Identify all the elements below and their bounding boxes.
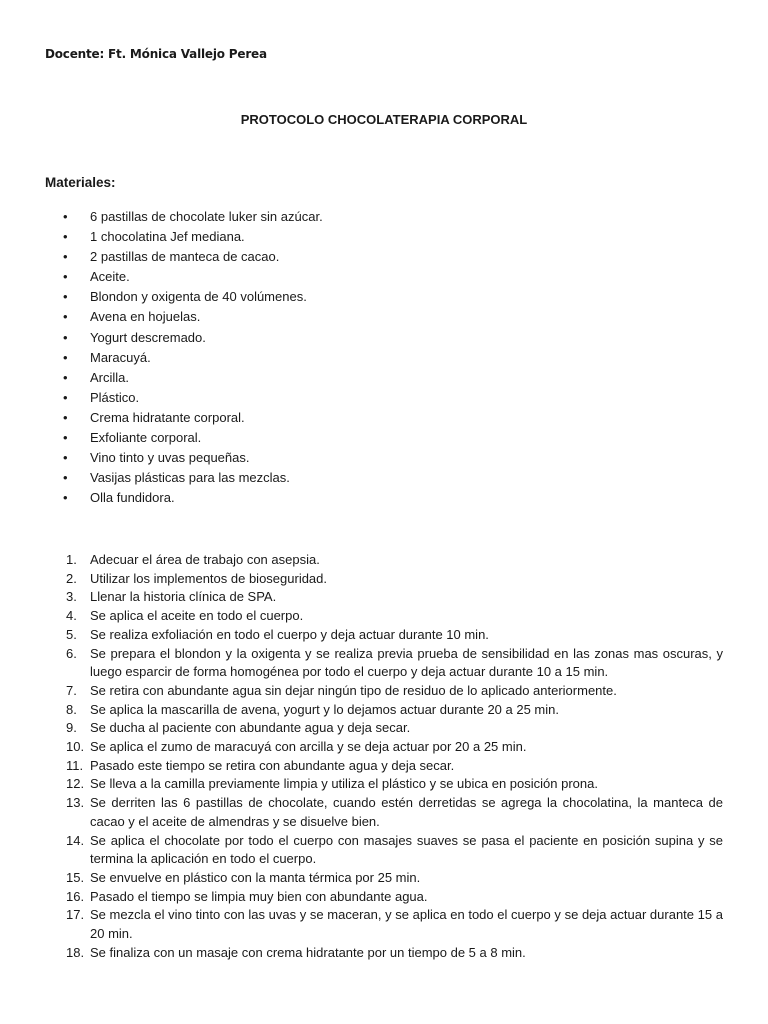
procedure-step <box>0 775 768 794</box>
materiales-item-text: Exfoliante corporal. <box>90 430 202 446</box>
step-number: 7. <box>66 682 77 698</box>
bullet-icon: • <box>63 450 68 466</box>
materiales-item-text: Aceite. <box>90 269 130 285</box>
step-number: 1. <box>66 552 77 567</box>
docente-line: Docente: Ft. Mónica Vallejo Perea <box>45 47 267 61</box>
materiales-item-text: Yogurt descremado. <box>90 329 206 345</box>
materiales-item-text: Avena en hojuelas. <box>90 309 201 325</box>
procedure-step <box>0 944 768 963</box>
step-text: Se retira con abundante agua sin dejar ningún tipo de residuo de lo aplicado anteriormente. <box>90 682 617 698</box>
materiales-item <box>0 287 323 307</box>
procedure-step <box>0 551 768 570</box>
procedure-step <box>0 906 768 943</box>
bullet-icon: • <box>63 389 68 405</box>
materiales-item <box>0 468 323 488</box>
materiales-item <box>0 348 323 368</box>
bullet-icon: • <box>63 229 68 245</box>
materiales-item-text: Olla fundidora. <box>90 490 175 506</box>
step-text: Utilizar los implementos de bioseguridad. <box>90 570 328 586</box>
step-number: 9. <box>66 720 77 736</box>
procedure-step <box>0 719 768 738</box>
step-text: Se derriten las 6 pastillas de chocolate, cuando estén derretidas se agrega la chocolatina, la manteca de cacao y el aceite de almendras y se disuelve bien. <box>90 795 723 829</box>
materiales-item <box>0 488 323 508</box>
step-number: 3. <box>66 589 77 605</box>
bullet-icon: • <box>63 329 68 345</box>
procedure-step <box>0 888 768 907</box>
materiales-item-text: Vino tinto y uvas pequeñas. <box>90 450 250 466</box>
materiales-item <box>0 328 323 348</box>
materiales-item <box>0 227 323 247</box>
step-text: Se ducha al paciente con abundante agua y deja secar. <box>90 720 411 736</box>
bullet-icon: • <box>63 369 68 385</box>
bullet-icon: • <box>63 349 68 365</box>
bullet-icon: • <box>63 430 68 446</box>
bullet-icon: • <box>63 209 68 224</box>
step-number: 6. <box>66 645 77 661</box>
procedure-step <box>0 570 768 589</box>
step-number: 14. <box>66 832 85 848</box>
step-number: 12. <box>66 776 85 792</box>
bullet-icon: • <box>63 309 68 325</box>
materiales-item-text: 6 pastillas de chocolate luker sin azúcar. <box>90 209 323 224</box>
bullet-icon: • <box>63 289 68 305</box>
step-number: 2. <box>66 570 77 586</box>
materiales-item <box>0 207 323 227</box>
step-number: 13. <box>66 795 85 811</box>
materiales-item-text: Blondon y oxigenta de 40 volúmenes. <box>90 289 307 305</box>
bullet-icon: • <box>63 470 68 486</box>
procedure-step <box>0 794 768 831</box>
materiales-item-text: Arcilla. <box>90 369 130 385</box>
procedure-step <box>0 738 768 757</box>
step-number: 18. <box>66 944 85 960</box>
step-text: Se finaliza con un masaje con crema hidratante por un tiempo de 5 a 8 min. <box>90 944 526 960</box>
step-text: Se aplica el chocolate por todo el cuerpo con masajes suaves se pasa el paciente en posición supina y se termina la aplicación en todo el cuerpo. <box>90 832 723 867</box>
step-text: Se aplica el zumo de maracuyá con arcilla y se deja actuar por 20 a 25 min. <box>90 739 527 755</box>
materiales-heading: Materiales: <box>45 175 116 190</box>
materiales-item <box>0 388 323 408</box>
materiales-item <box>0 368 323 388</box>
materiales-item-text: 1 chocolatina Jef mediana. <box>90 229 245 245</box>
step-number: 5. <box>66 626 77 642</box>
step-number: 4. <box>66 608 77 624</box>
materiales-item-text: Plástico. <box>90 389 140 405</box>
step-text: Se prepara el blondon y la oxigenta y se realiza previa prueba de sensibilidad en las zonas mas oscuras, y luego esparcir de forma homogénea por todo el cuerpo y deja actuar durante 10 a 15 min. <box>90 645 723 680</box>
materiales-item <box>0 307 323 327</box>
procedure-step <box>0 626 768 645</box>
bullet-icon: • <box>63 249 68 265</box>
step-number: 11. <box>66 757 84 773</box>
step-text: Se lleva a la camilla previamente limpia y utiliza el plástico y se ubica en posición prona. <box>90 776 598 792</box>
procedure-step <box>0 701 768 720</box>
step-text: Llenar la historia clínica de SPA. <box>90 589 277 605</box>
step-number: 10. <box>66 739 85 755</box>
materiales-item <box>0 448 323 468</box>
bullet-icon: • <box>63 269 68 285</box>
procedure-step <box>0 607 768 626</box>
step-text: Se aplica el aceite en todo el cuerpo. <box>90 608 304 624</box>
step-number: 17. <box>66 907 85 923</box>
procedure-step <box>0 832 768 869</box>
step-text: Pasado el tiempo se limpia muy bien con abundante agua. <box>90 888 428 904</box>
step-text: Pasado este tiempo se retira con abundante agua y deja secar. <box>90 757 455 773</box>
procedure-step <box>0 869 768 888</box>
step-text: Se realiza exfoliación en todo el cuerpo y deja actuar durante 10 min. <box>90 626 489 642</box>
materiales-item <box>0 247 323 267</box>
step-number: 16. <box>66 888 85 904</box>
materiales-item <box>0 408 323 428</box>
step-number: 15. <box>66 869 85 885</box>
step-text: Se aplica la mascarilla de avena, yogurt y lo dejamos actuar durante 20 a 25 min. <box>90 701 559 717</box>
materiales-item <box>0 428 323 448</box>
step-text: Se envuelve en plástico con la manta térmica por 25 min. <box>90 869 421 885</box>
materiales-item-text: Maracuyá. <box>90 349 151 365</box>
procedure-step <box>0 682 768 701</box>
step-number: 8. <box>66 701 77 717</box>
materiales-item-text: 2 pastillas de manteca de cacao. <box>90 249 280 265</box>
bullet-icon: • <box>63 409 68 425</box>
step-text: Adecuar el área de trabajo con asepsia. <box>90 552 320 567</box>
materiales-item-text: Crema hidratante corporal. <box>90 409 245 425</box>
bullet-icon: • <box>63 490 68 506</box>
step-text: Se mezcla el vino tinto con las uvas y se maceran, y se aplica en todo el cuerpo y se deja actuar durante 15 a 20 min. <box>90 907 723 942</box>
procedure-step <box>0 757 768 776</box>
procedure-step <box>0 645 768 682</box>
procedure-step <box>0 588 768 607</box>
materiales-list <box>0 207 323 508</box>
procedure-steps-list <box>0 551 768 962</box>
materiales-item <box>0 267 323 287</box>
page-title: PROTOCOLO CHOCOLATERAPIA CORPORAL <box>240 112 528 127</box>
materiales-item-text: Vasijas plásticas para las mezclas. <box>90 470 290 486</box>
